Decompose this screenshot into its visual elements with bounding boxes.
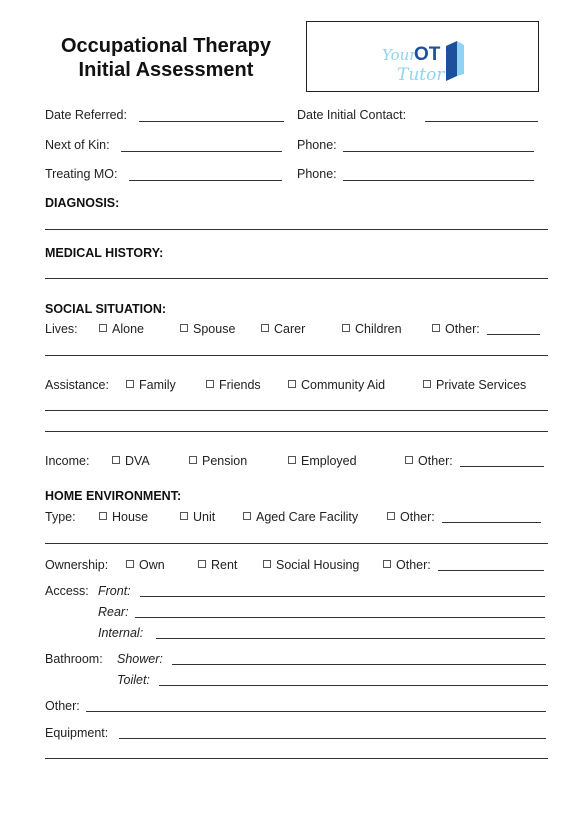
ownership-label: Ownership:	[45, 558, 109, 572]
home-type-option-unit[interactable]: Unit	[180, 509, 215, 525]
svg-text:Your: Your	[382, 46, 417, 64]
checkbox-icon[interactable]	[263, 560, 271, 568]
lives-other-field[interactable]	[487, 334, 540, 335]
date-initial-contact-field[interactable]	[425, 121, 538, 122]
date-referred-field[interactable]	[139, 121, 284, 122]
medical-history-line[interactable]	[45, 278, 548, 279]
lives-line[interactable]	[45, 355, 548, 356]
ownership-other-field[interactable]	[438, 570, 544, 571]
phone-field-2[interactable]	[343, 180, 534, 181]
home-type-option-house[interactable]: House	[99, 509, 148, 525]
equipment-field[interactable]	[119, 738, 546, 739]
assistance-option-private-services[interactable]: Private Services	[423, 377, 526, 393]
other-field[interactable]	[86, 711, 546, 712]
income-option-dva[interactable]: DVA	[112, 453, 150, 469]
lives-option-spouse[interactable]: Spouse	[180, 321, 235, 337]
access-internal-label: Internal:	[98, 626, 144, 640]
home-type-option-aged-care[interactable]: Aged Care Facility	[243, 509, 358, 525]
checkbox-icon[interactable]	[99, 512, 107, 520]
home-environment-heading: HOME ENVIRONMENT:	[45, 489, 182, 503]
bathroom-shower-field[interactable]	[172, 664, 546, 665]
treating-mo-field[interactable]	[129, 180, 282, 181]
bathroom-toilet-label: Toilet:	[117, 673, 150, 687]
access-front-field[interactable]	[140, 596, 545, 597]
checkbox-icon[interactable]	[288, 380, 296, 388]
income-label: Income:	[45, 454, 90, 468]
checkbox-icon[interactable]	[387, 512, 395, 520]
access-internal-field[interactable]	[156, 638, 545, 639]
date-initial-contact-label: Date Initial Contact:	[297, 108, 407, 122]
assistance-line-2[interactable]	[45, 431, 548, 432]
checkbox-icon[interactable]	[198, 560, 206, 568]
checkbox-icon[interactable]	[405, 456, 413, 464]
access-front-label: Front:	[98, 584, 131, 598]
treating-mo-label: Treating MO:	[45, 167, 118, 181]
home-type-other-field[interactable]	[442, 522, 541, 523]
medical-history-heading: MEDICAL HISTORY:	[45, 246, 164, 260]
assistance-label: Assistance:	[45, 378, 109, 392]
date-referred-label: Date Referred:	[45, 108, 127, 122]
ownership-option-other[interactable]: Other:	[383, 557, 431, 573]
diagnosis-heading: DIAGNOSIS:	[45, 196, 120, 210]
bathroom-label: Bathroom:	[45, 652, 103, 666]
checkbox-icon[interactable]	[206, 380, 214, 388]
checkbox-icon[interactable]	[383, 560, 391, 568]
lives-option-carer[interactable]: Carer	[261, 321, 305, 337]
assistance-option-friends[interactable]: Friends	[206, 377, 261, 393]
svg-text:OT: OT	[414, 44, 441, 65]
bathroom-toilet-field[interactable]	[159, 685, 548, 686]
checkbox-icon[interactable]	[432, 324, 440, 332]
bathroom-shower-label: Shower:	[117, 652, 163, 666]
phone-label-2: Phone:	[297, 167, 337, 181]
your-ot-tutor-logo	[307, 22, 540, 93]
svg-text:Tutor: Tutor	[397, 65, 445, 85]
assistance-option-family[interactable]: Family	[126, 377, 176, 393]
assistance-option-community-aid[interactable]: Community Aid	[288, 377, 385, 393]
income-option-pension[interactable]: Pension	[189, 453, 247, 469]
other-label: Other:	[45, 699, 80, 713]
equipment-label: Equipment:	[45, 726, 109, 740]
income-option-other[interactable]: Other:	[405, 453, 453, 469]
checkbox-icon[interactable]	[423, 380, 431, 388]
checkbox-icon[interactable]	[288, 456, 296, 464]
next-of-kin-label: Next of Kin:	[45, 138, 110, 152]
next-of-kin-field[interactable]	[121, 151, 282, 152]
phone-label-1: Phone:	[297, 138, 337, 152]
lives-option-alone[interactable]: Alone	[99, 321, 144, 337]
assistance-line-1[interactable]	[45, 410, 548, 411]
checkbox-icon[interactable]	[180, 512, 188, 520]
checkbox-icon[interactable]	[126, 560, 134, 568]
checkbox-icon[interactable]	[126, 380, 134, 388]
title-line-2: Initial Assessment	[78, 59, 254, 81]
checkbox-icon[interactable]	[112, 456, 120, 464]
title-line-1: Occupational Therapy	[60, 35, 272, 57]
access-rear-field[interactable]	[135, 617, 545, 618]
income-other-field[interactable]	[460, 466, 544, 467]
phone-field-1[interactable]	[343, 151, 534, 152]
logo-box	[306, 21, 539, 92]
lives-label: Lives:	[45, 322, 78, 336]
ownership-option-own[interactable]: Own	[126, 557, 165, 573]
checkbox-icon[interactable]	[99, 324, 107, 332]
diagnosis-line[interactable]	[45, 229, 548, 230]
lives-option-other[interactable]: Other:	[432, 321, 480, 337]
page-title	[30, 34, 302, 82]
lives-option-children[interactable]: Children	[342, 321, 402, 337]
home-type-option-other[interactable]: Other:	[387, 509, 435, 525]
checkbox-icon[interactable]	[342, 324, 350, 332]
social-situation-heading: SOCIAL SITUATION:	[45, 302, 167, 316]
checkbox-icon[interactable]	[180, 324, 188, 332]
home-type-line[interactable]	[45, 543, 548, 544]
access-rear-label: Rear:	[98, 605, 129, 619]
home-type-label: Type:	[45, 510, 76, 524]
checkbox-icon[interactable]	[189, 456, 197, 464]
access-label: Access:	[45, 584, 89, 598]
ownership-option-rent[interactable]: Rent	[198, 557, 237, 573]
checkbox-icon[interactable]	[261, 324, 269, 332]
equipment-line[interactable]	[45, 758, 548, 759]
checkbox-icon[interactable]	[243, 512, 251, 520]
income-option-employed[interactable]: Employed	[288, 453, 357, 469]
ownership-option-social-housing[interactable]: Social Housing	[263, 557, 359, 573]
